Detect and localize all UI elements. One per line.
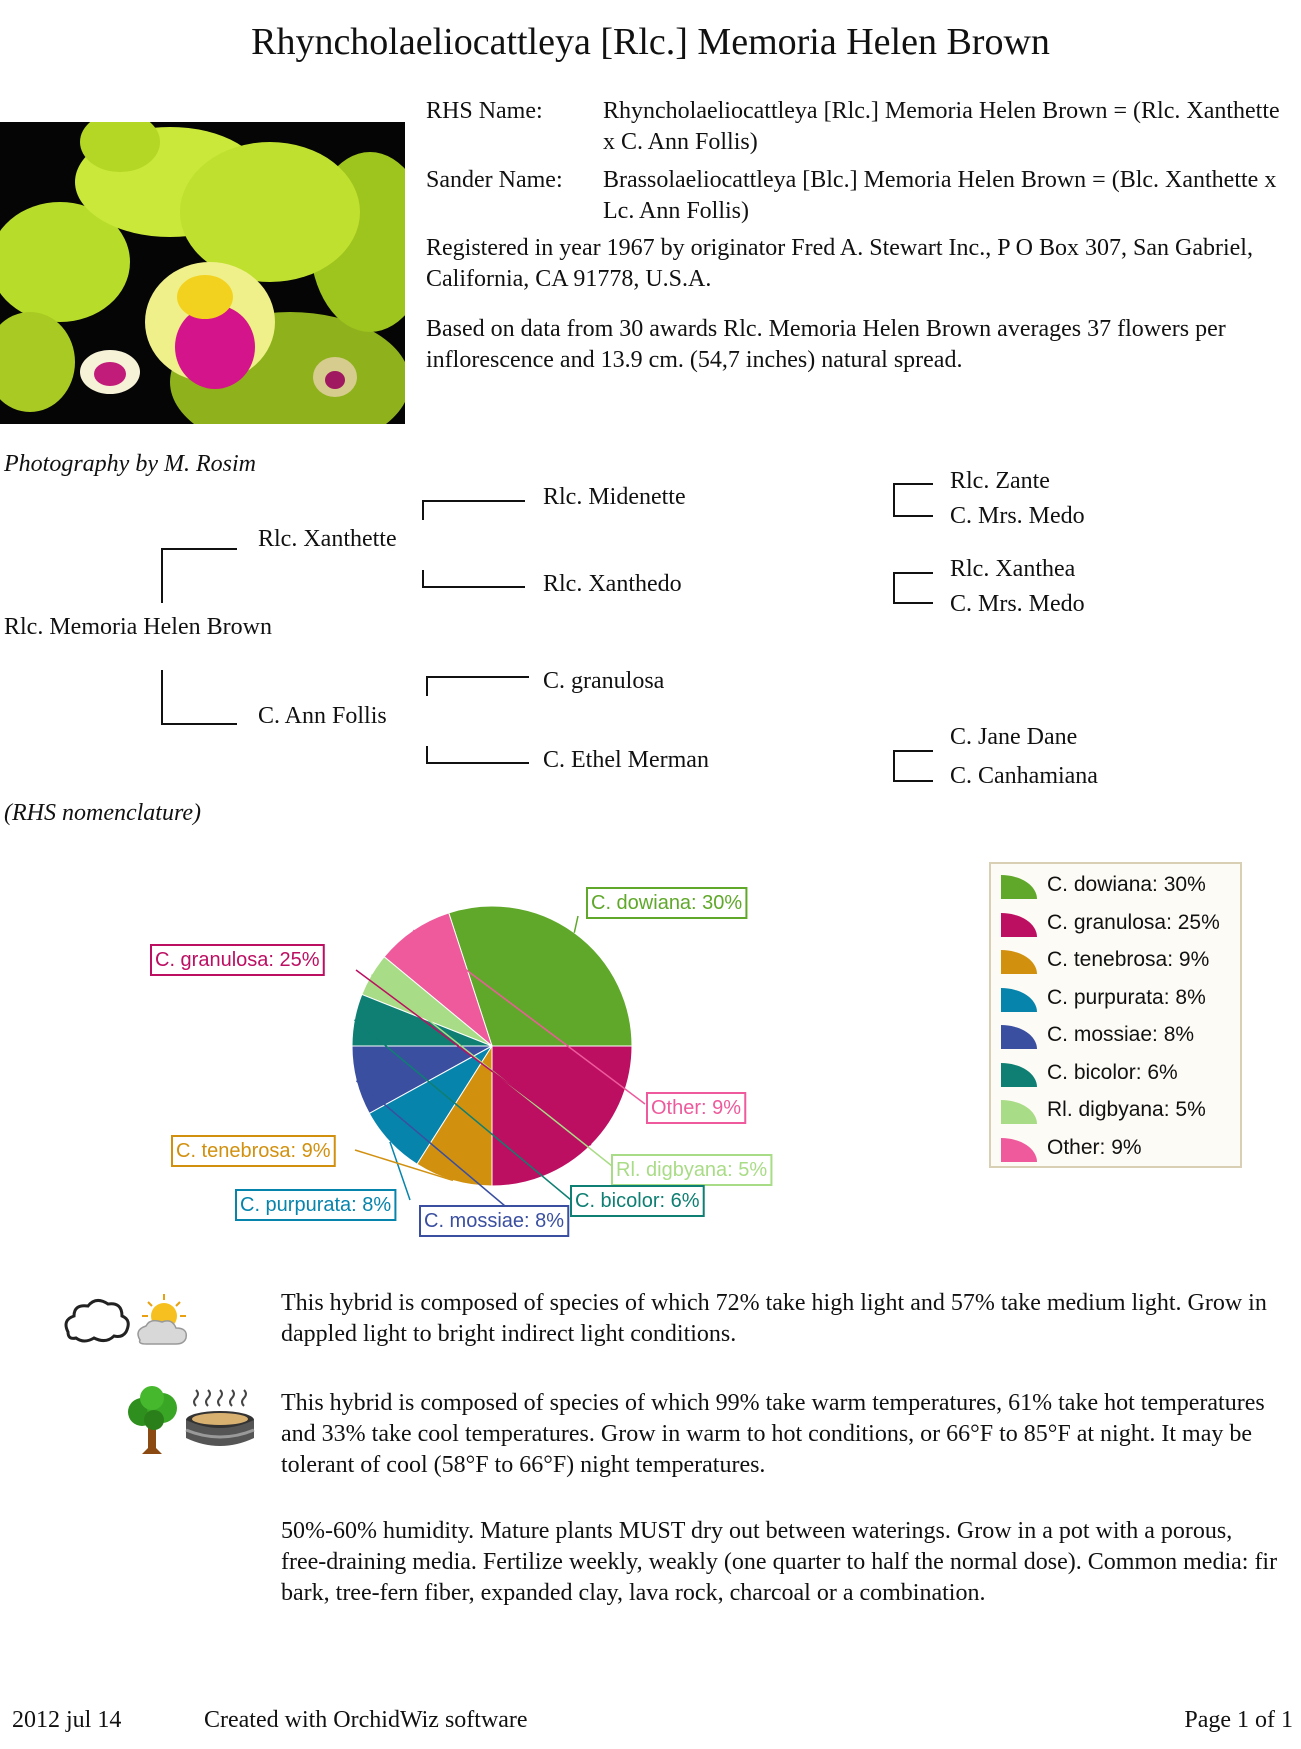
registration-text: Registered in year 1967 by originator Fred A. Stewart Inc., P O Box 307, San Gabriel, California, CA 91778, U.S.A.	[426, 235, 1253, 292]
pedigree-ggp5: C. Jane Dane	[950, 724, 1078, 750]
pie-chart	[0, 850, 830, 1250]
pedigree-ggp4: C. Mrs. Medo	[950, 591, 1085, 617]
pie-label-7: C. granulosa: 25%	[155, 949, 320, 971]
tree-pot-icon	[124, 1386, 264, 1456]
awards-text: Based on data from 30 awards Rlc. Memoria Helen Brown averages 37 flowers per inflorescence and 13.9 cm. (54,7 inches) natural spread.	[426, 316, 1226, 373]
footer-page: Page 1 of 1	[1184, 1707, 1293, 1733]
pedigree-ggp6: C. Canhamiana	[950, 763, 1098, 789]
legend-label: C. granulosa: 25%	[1047, 910, 1220, 934]
pedigree-gp1: Rlc. Midenette	[543, 484, 686, 510]
pie-label-3: C. bicolor: 6%	[575, 1190, 700, 1212]
pie-label-1: Other: 9%	[651, 1097, 742, 1119]
pedigree-parent2: C. Ann Follis	[258, 703, 387, 729]
legend-swatch	[999, 1023, 1039, 1049]
chart-legend	[989, 862, 1242, 1168]
legend-label: C. tenebrosa: 9%	[1047, 948, 1210, 971]
legend-swatch	[999, 1098, 1039, 1124]
pie-label-0: C. dowiana: 30%	[591, 892, 743, 914]
legend-label: Other: 9%	[1047, 1135, 1142, 1159]
page-title: Rhyncholaeliocattleya [Rlc.] Memoria Helen Brown	[251, 21, 1050, 63]
rhs-name-value: Rhyncholaeliocattleya [Rlc.] Memoria Helen Brown = (Rlc. Xanthette x C. Ann Follis)	[603, 98, 1280, 155]
legend-swatch	[999, 1136, 1039, 1162]
pedigree-parent1: Rlc. Xanthette	[258, 526, 397, 552]
culture-text: 50%-60% humidity. Mature plants MUST dry out between waterings. Grow in a pot with a porous, free-draining media. Fertilize weekly, weakly (one quarter to half the normal dose). Common media: fir bark, tree-fern fiber, expanded clay, lava rock, charcoal or a combination.	[281, 1518, 1278, 1606]
legend-label: C. bicolor: 6%	[1047, 1060, 1178, 1084]
legend-label: C. mossiae: 8%	[1047, 1023, 1195, 1046]
pie-leader-0	[574, 916, 578, 933]
pie-label-6: C. tenebrosa: 9%	[176, 1140, 331, 1162]
pedigree-ggp3: Rlc. Xanthea	[950, 556, 1076, 582]
legend-swatch	[999, 873, 1039, 899]
footer-created: Created with OrchidWiz software	[204, 1707, 528, 1733]
footer-date: 2012 jul 14	[12, 1707, 122, 1733]
pie-label-4: C. mossiae: 8%	[424, 1210, 565, 1232]
pie-label-2: Rl. digbyana: 5%	[616, 1159, 768, 1181]
legend-label: C. dowiana: 30%	[1047, 873, 1206, 896]
pedigree-gp4: C. Ethel Merman	[543, 747, 709, 773]
cloud-sun-icon	[60, 1290, 200, 1350]
pedigree-ggp2: C. Mrs. Medo	[950, 503, 1085, 529]
legend-swatch	[999, 986, 1039, 1012]
pedigree-ggp1: Rlc. Zante	[950, 468, 1050, 494]
pie-label-5: C. purpurata: 8%	[240, 1194, 392, 1216]
light-text: This hybrid is composed of species of which 72% take high light and 57% take medium light. Grow in dappled light to bright indirect light conditions.	[281, 1290, 1267, 1347]
nomenclature-note: (RHS nomenclature)	[4, 800, 202, 826]
orchid-photo	[0, 122, 405, 424]
pedigree-gp2: Rlc. Xanthedo	[543, 571, 682, 597]
legend-swatch	[999, 948, 1039, 974]
temperature-text: This hybrid is composed of species of which 99% take warm temperatures, 61% take hot temperatures and 33% take cool temperatures. Grow in warm to hot conditions, or 66°F to 85°F at night. It may be tolerant of cool (58°F to 66°F) night temperatures.	[281, 1390, 1265, 1478]
legend-swatch	[999, 1061, 1039, 1087]
legend-swatch	[999, 911, 1039, 937]
sander-name-value: Brassolaeliocattleya [Blc.] Memoria Helen Brown = (Blc. Xanthette x Lc. Ann Follis)	[603, 167, 1277, 224]
sander-name-label: Sander Name:	[426, 167, 563, 193]
legend-label: Rl. digbyana: 5%	[1047, 1098, 1206, 1121]
photo-credit: Photography by M. Rosim	[4, 451, 256, 477]
pedigree-root: Rlc. Memoria Helen Brown	[4, 614, 272, 640]
rhs-name-label: RHS Name:	[426, 98, 543, 124]
pedigree-gp3: C. granulosa	[543, 668, 665, 694]
legend-label: C. purpurata: 8%	[1047, 985, 1206, 1009]
